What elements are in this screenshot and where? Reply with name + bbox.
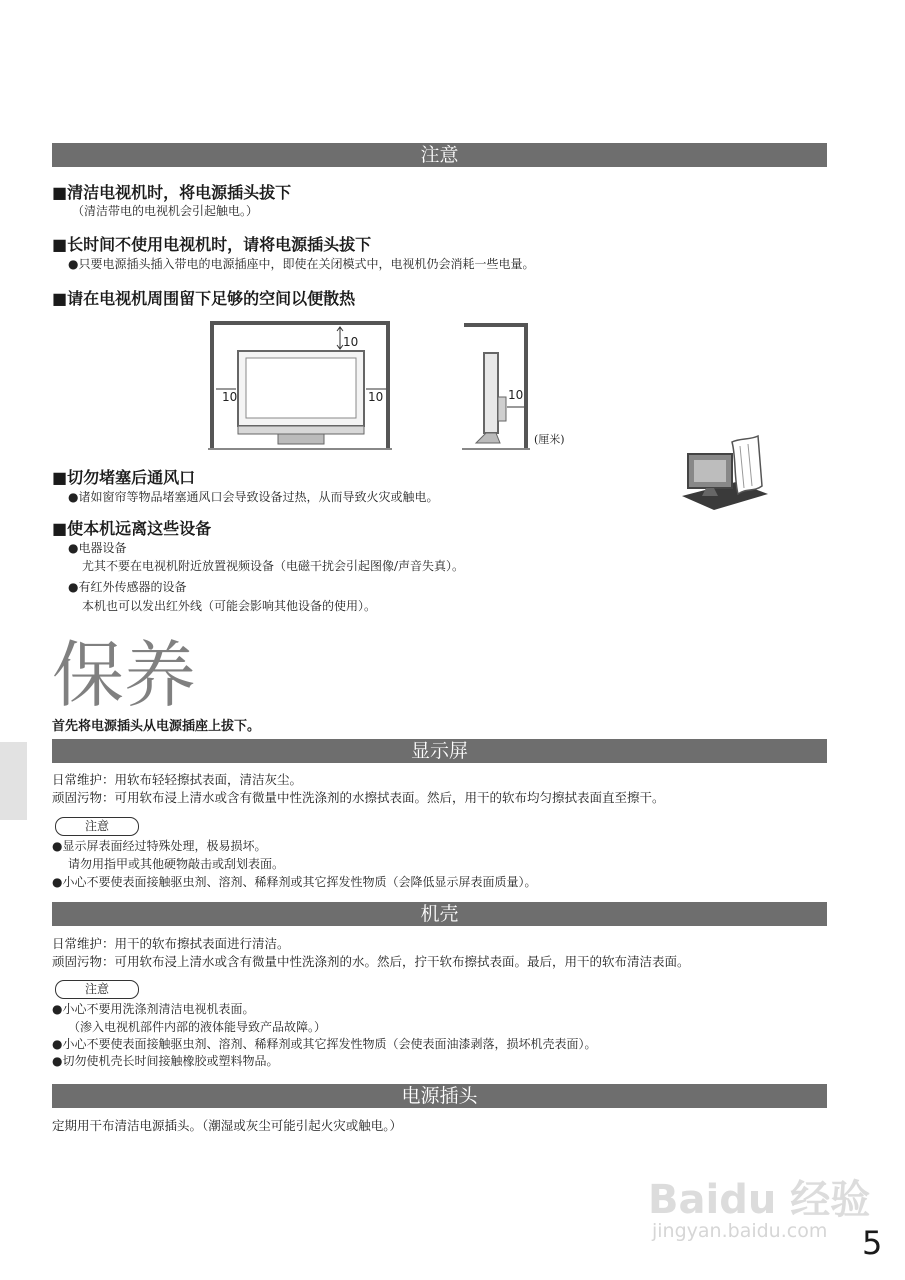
watermark-url: jingyan.baidu.com [652,1220,828,1242]
unit-label: (厘米) [534,433,565,446]
front-left-label: 10 [222,390,238,404]
front-right-label: 10 [368,390,384,404]
cabinet-caution-label: 注意 [55,980,139,999]
watermark-brand: Baidu 经验 [648,1177,871,1223]
care-intro: 首先将电源插头从电源插座上拔下。 [52,719,261,734]
keep-away-line-4: 本机也可以发出红外线（可能会影响其他设备的使用）。 [82,599,377,613]
side-tab [0,742,27,820]
heading-ventilation-space: ■请在电视机周围留下足够的空间以便散热 [52,289,356,308]
care-title: 保养 [52,633,197,717]
note-unplug-cleaning: （清洁带电的电视机会引起触电。） [72,204,259,218]
cabinet-caution-4: ●切勿使机壳长时间接触橡胶或塑料物品。 [52,1054,279,1068]
cabinet-line-1: 日常维护：用干的软布擦拭表面进行清洁。 [52,936,290,951]
keep-away-line-1: ●电器设备 [68,541,127,555]
note-no-blocking-vent: ●诸如窗帘等物品堵塞通风口会导致设备过热，从而导致火灾或触电。 [68,490,439,504]
keep-away-line-2: 尤其不要在电视机附近放置视频设备（电磁干扰会引起图像/声音失真）。 [82,559,465,573]
heading-no-blocking-vent: ■切勿堵塞后通风口 [52,468,196,487]
cabinet-caution-1: ●小心不要用洗涤剂清洁电视机表面。 [52,1002,255,1016]
plug-line: 定期用干布清洁电源插头。（潮湿或灰尘可能引起火灾或触电。） [52,1118,403,1133]
cabinet-caution-3: ●小心不要使表面接触驱虫剂、溶剂、稀释剂或其它挥发性物质（会使表面油漆剥落，损坏机壳表面）。 [52,1037,597,1051]
screen-line-2: 顽固污物：可用软布浸上清水或含有微量中性洗涤剂的水擦拭表面。然后，用干的软布均匀擦拭表面直至擦干。 [52,790,665,805]
side-back-label: 10 [508,388,524,402]
heading-unplug-longtime: ■长时间不使用电视机时，请将电源插头拔下 [52,235,372,254]
note-unplug-longtime: ●只要电源插头插入带电的电源插座中，即使在关闭模式中，电视机仍会消耗一些电量。 [68,257,535,271]
heading-keep-away: ■使本机远离这些设备 [52,519,212,538]
ventilation-diagram [200,315,600,455]
cabinet-caution-2: （渗入电视机部件内部的液体能导致产品故障。） [68,1020,327,1034]
screen-caution-1: ●显示屏表面经过特殊处理，极易损坏。 [52,839,267,853]
caution-header: 注意 [52,143,827,167]
page-number: 5 [862,1224,883,1262]
plug-header: 电源插头 [52,1084,827,1108]
keep-away-line-3: ●有红外传感器的设备 [68,580,187,594]
screen-line-1: 日常维护：用软布轻轻擦拭表面，清洁灰尘。 [52,772,303,787]
front-top-label: 10 [343,335,359,349]
cabinet-header: 机壳 [52,902,827,926]
screen-header: 显示屏 [52,739,827,763]
screen-caution-label: 注意 [55,817,139,836]
heading-unplug-cleaning: ■清洁电视机时，将电源插头拔下 [52,183,292,202]
screen-caution-3: ●小心不要使表面接触驱虫剂、溶剂、稀释剂或其它挥发性物质（会降低显示屏表面质量）。 [52,875,537,889]
cabinet-line-2: 顽固污物：可用软布浸上清水或含有微量中性洗涤剂的水。然后，拧干软布擦拭表面。最后，用干的软布清洁表面。 [52,954,690,969]
curtain-blocking-vent-illustration [676,434,772,514]
screen-caution-2: 请勿用指甲或其他硬物敲击或刮划表面。 [68,857,285,871]
